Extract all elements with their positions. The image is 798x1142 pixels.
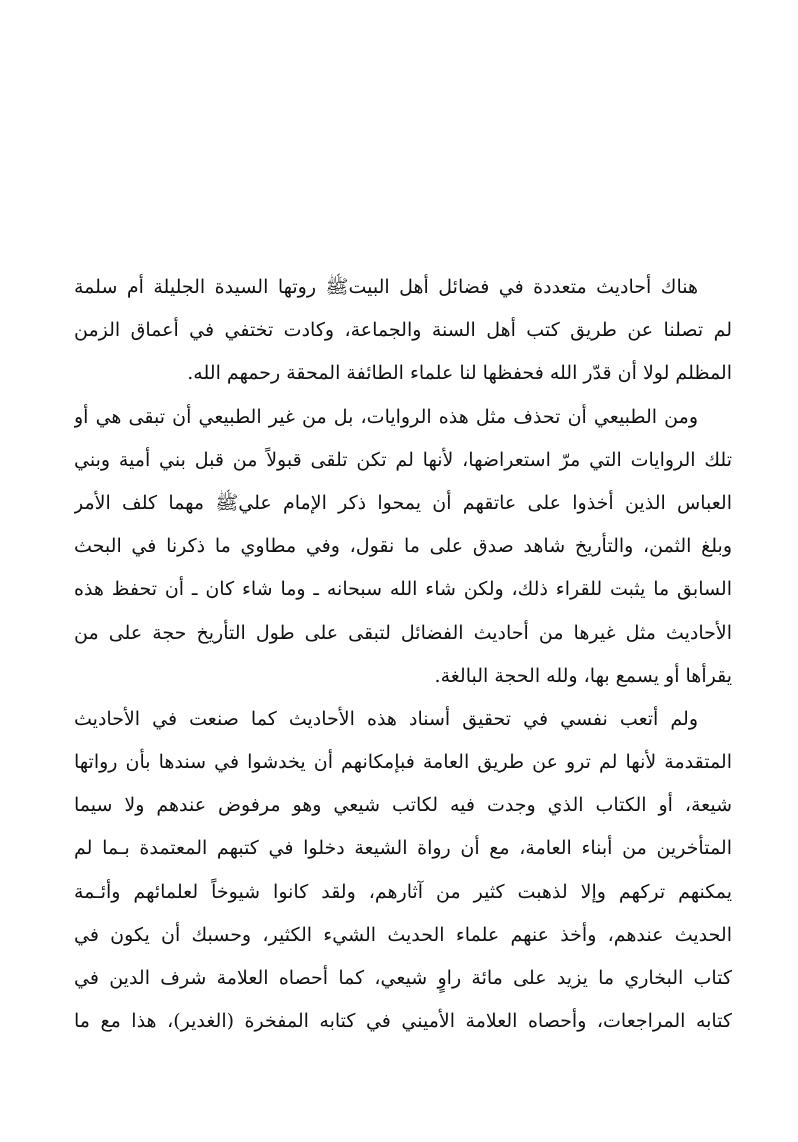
text-line: هناك أحاديث متعددة في فضائل أهل البيتﷺ روتها السيدة الجليلة أم سلمة (74, 276, 698, 298)
text-line: المتقدمة لأنها لم ترو عن طريق العامة فبإمكانهم أن يخدشوا في سندها بأن رواتها (74, 751, 732, 774)
paragraph (74, 396, 732, 698)
text-line: السابق ما يثبت للقراء ذلك، ولكن شاء الله سبحانه ـ وما شاء كان ـ أن تحفظ هذه (74, 578, 732, 601)
text-line: لم تصلنا عن طريق كتب أهل السنة والجماعة، وكادت تختفي في أعماق الزمن (74, 319, 732, 342)
text-line: كتابه المراجعات، وأحصاه العلامة الأميني في كتابه المفخرة (الغدير)، هذا مع ما (74, 1010, 732, 1033)
text-line: الأحاديث مثل غيرها من أحاديث الفضائل لتبقى على طول التأريخ حجة على من (74, 621, 732, 644)
paragraph (74, 266, 732, 396)
text-line: المتأخرين من أبناء العامة، مع أن رواة الشيعة دخلوا في كتبهم المعتمدة بـما لم (74, 837, 732, 860)
text-line: يقرأها أو يسمع بها، ولله الحجة البالغة. (434, 664, 732, 687)
page-body (74, 266, 732, 1043)
text-line: العباس الذين أخذوا على عاتقهم أن يمحوا ذكر الإمام عليﷺ مهما كلف الأمر (74, 491, 732, 514)
text-line: تلك الروايات التي مرّ استعراضها، لأنها لم تكن تلقى قبولاً من قبل بني أمية وبني (74, 448, 732, 471)
text-line: ولم أتعب نفسي في تحقيق أسناد هذه الأحاديث كما صنعت في الأحاديث (74, 707, 698, 730)
text-line: يمكنهم تركهم وإلا لذهبت كثير من آثارهم، ولقد كانوا شيوخاً لعلمائهم وأئـمة (74, 880, 732, 903)
text-line: وبلغ الثمن، والتأريخ شاهد صدق على ما نقول، وفي مطاوي ما ذكرنا في البحث (74, 535, 732, 558)
text-line: الحديث عندهم، وأخذ عنهم علماء الحديث الشيء الكثير، وحسبك أن يكون في (74, 923, 732, 946)
text-line: ومن الطبيعي أن تحذف مثل هذه الروايات، بل من غير الطبيعي أن تبقى هي أو (74, 405, 698, 428)
paragraph (74, 698, 732, 1044)
text-line: المظلم لولا أن قدّر الله فحفظها لنا علماء الطائفة المحقة رحمهم الله. (187, 362, 732, 385)
text-line: شيعة، أو الكتاب الذي وجدت فيه لكاتب شيعي وهو مرفوض عندهم ولا سيما (74, 794, 732, 817)
text-line: كتاب البخاري ما يزيد على مائة راوٍ شيعي، كما أحصاه العلامة شرف الدين في (74, 967, 732, 989)
